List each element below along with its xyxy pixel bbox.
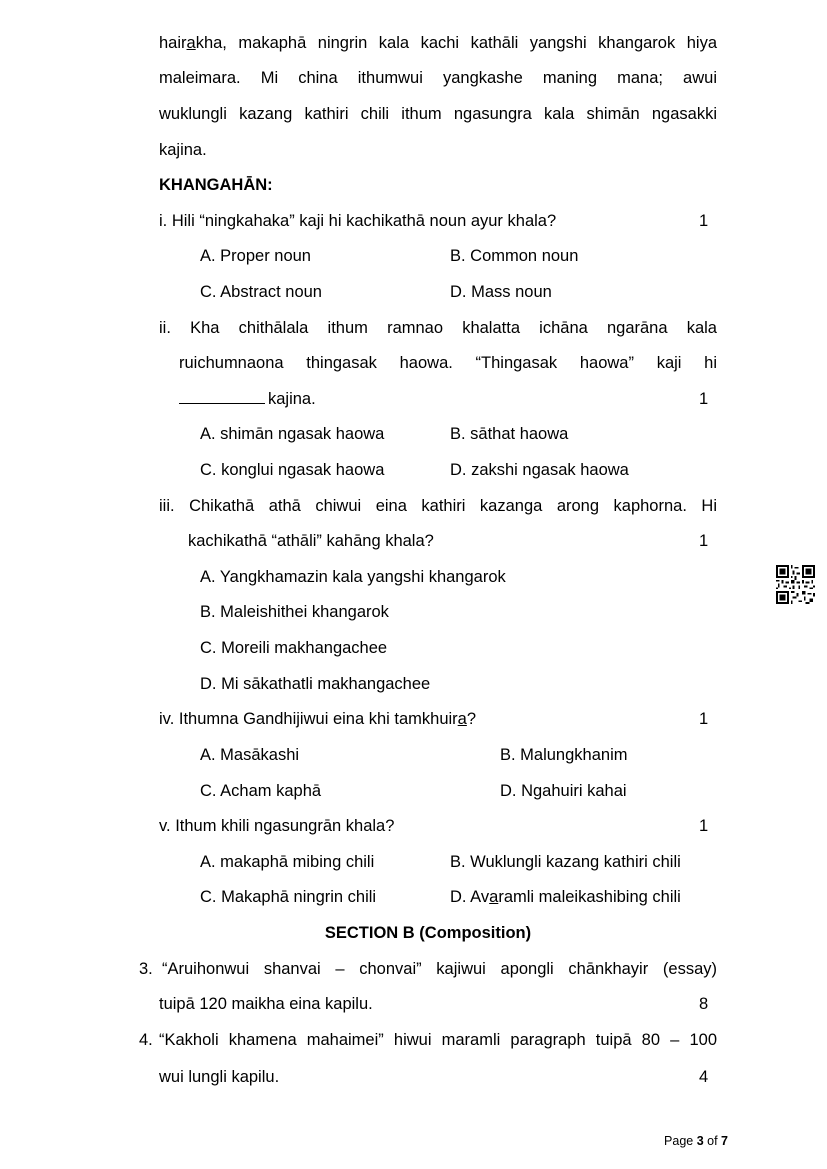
- question-7-line-1: “Kakholi khamena mahaimei” hiwui maramli paragraph tuipā 80 – 100: [159, 1031, 717, 1049]
- question-3-marks: 1: [699, 532, 709, 550]
- question-3-option-d: D. Mi sākathatli makhangachee: [200, 675, 431, 693]
- question-5-option-c: C. Makaphā ningrin chili: [200, 888, 377, 906]
- question-5-option-d: D. Avaramli maleikashibing chili: [450, 888, 681, 906]
- question-2-option-c: C. konglui ngasak haowa: [200, 461, 385, 479]
- question-3-option-b: B. Maleishithei khangarok: [200, 603, 389, 621]
- passage-line-1: hairakha, makaphā ningrin kala kachi kathāli yangshi khangarok hiya: [159, 34, 717, 52]
- question-4-option-a: A. Masākashi: [200, 746, 300, 764]
- question-6-line-1: “Aruihonwui shanvai – chonvai” kajiwui apongli chānkhayir (essay): [162, 960, 717, 978]
- question-3-option-a: A. Yangkhamazin kala yangshi khangarok: [200, 568, 506, 586]
- question-4-option-b: B. Malungkhanim: [500, 746, 628, 764]
- question-6-line-2: tuipā 120 maikha eina kapilu.: [159, 995, 373, 1013]
- question-1-option-d: D. Mass noun: [450, 283, 552, 301]
- passage-line-4: kajina.: [159, 141, 207, 159]
- question-5-text: v. Ithum khili ngasungrān khala?: [159, 817, 395, 835]
- passage-line-3: wuklungli kazang kathiri chili ithum ngasungra kala shimān ngasakki: [159, 105, 717, 123]
- question-7-line-2: wui lungli kapilu.: [159, 1068, 280, 1086]
- question-1-marks: 1: [699, 212, 709, 230]
- answer-blank: [179, 389, 265, 404]
- question-3-option-c: C. Moreili makhangachee: [200, 639, 388, 657]
- question-1-option-c: C. Abstract noun: [200, 283, 322, 301]
- question-5-option-b: B. Wuklungli kazang kathiri chili: [450, 853, 681, 871]
- question-1-text: i. Hili “ningkahaka” kaji hi kachikathā noun ayur khala?: [159, 212, 557, 230]
- question-2-option-d: D. zakshi ngasak haowa: [450, 461, 629, 479]
- passage-line-2: maleimara. Mi china ithumwui yangkashe maning mana; awui: [159, 69, 717, 87]
- question-1-option-a: A. Proper noun: [200, 247, 311, 265]
- question-4-option-c: C. Acham kaphā: [200, 782, 322, 800]
- question-4-marks: 1: [699, 710, 709, 728]
- question-3-line-1: iii. Chikathā athā chiwui eina kathiri kazanga arong kaphorna. Hi: [159, 497, 717, 515]
- page-number: Page 3 of 7: [664, 1134, 728, 1148]
- question-2-option-a: A. shimān ngasak haowa: [200, 425, 385, 443]
- question-2-marks: 1: [699, 390, 709, 408]
- question-6-number: 3.: [139, 960, 153, 978]
- question-4-option-d: D. Ngahuiri kahai: [500, 782, 627, 800]
- question-2-line-2: ruichumnaona thingasak haowa. “Thingasak haowa” kaji hi: [179, 354, 717, 372]
- question-7-number: 4.: [139, 1031, 153, 1049]
- question-2-line-1: ii. Kha chithālala ithum ramnao khalatta ichāna ngarāna kala: [159, 319, 717, 337]
- question-2-option-b: B. sāthat haowa: [450, 425, 569, 443]
- qr-code-icon: [776, 565, 815, 604]
- questions-heading: KHANGAHĀN:: [159, 176, 273, 194]
- question-7-marks: 4: [699, 1068, 709, 1086]
- question-3-line-2: kachikathā “athāli” kahāng khala?: [188, 532, 434, 550]
- question-6-marks: 8: [699, 995, 709, 1013]
- section-b-heading: SECTION B (Composition): [324, 924, 532, 942]
- question-4-text: iv. Ithumna Gandhijiwui eina khi tamkhuira?: [159, 710, 477, 728]
- question-5-marks: 1: [699, 817, 709, 835]
- question-5-option-a: A. makaphā mibing chili: [200, 853, 375, 871]
- question-1-option-b: B. Common noun: [450, 247, 579, 265]
- question-2-line-3: kajina.: [179, 389, 316, 409]
